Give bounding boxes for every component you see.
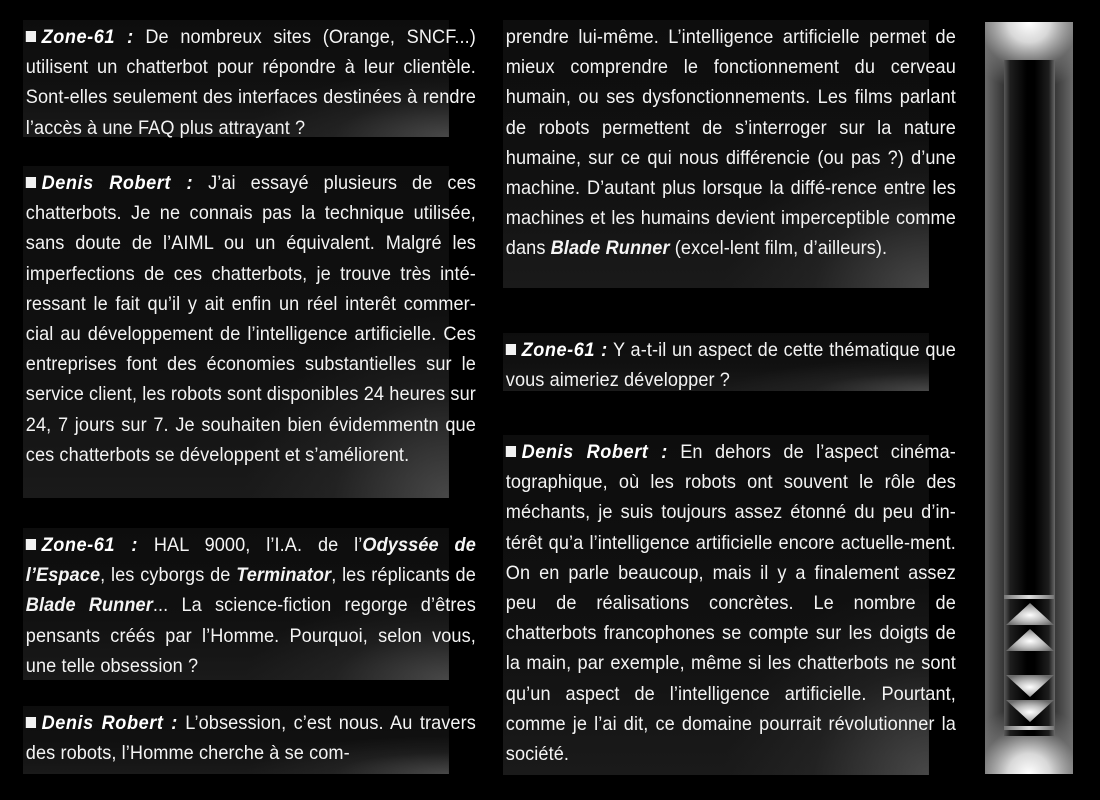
- scroll-down-button[interactable]: [1005, 674, 1055, 698]
- answer-text: (excel-lent film, d’ailleurs).: [669, 237, 888, 260]
- speaker-label: Denis Robert :: [41, 172, 194, 194]
- film-title: Blade Runner: [25, 594, 153, 617]
- qa-block: [503, 435, 956, 775]
- answer-text: , les cyborgs de: [100, 564, 237, 587]
- qa-text: [506, 22, 956, 264]
- triangle-up-icon: [1005, 602, 1055, 626]
- qa-block: [23, 20, 476, 139]
- answer-text: En dehors de l’aspect cinéma-tographique, où les robots ont souvent le rôle des méchants, je suis toujours assez étonné du peu d’in-térêt qu’a l’intelligence artificielle encore actuelle-ment. On en parle beaucoup, mais il y a finalement assez peu de réalisations concrètes. Le nombre de chatterbots francophones se compte sur les doigts de la main, par exemple, même si les chatterbots ne sont qu’un aspect de l’intelligence artificielle. Pourtant, comme je l’ai dit, ce domaine pourrait révolutionner la société.: [505, 441, 956, 766]
- speaker-label: Zone-61 :: [41, 26, 134, 48]
- answer-text: Y a-t-il un aspect de cette thématique que vous aimeriez développer ?: [505, 339, 956, 392]
- square-bullet-icon: [26, 177, 36, 188]
- qa-block: [503, 20, 956, 288]
- triangle-down-icon: [1005, 674, 1055, 698]
- answer-text: , les réplicants de: [331, 564, 476, 587]
- answer-text: HAL 9000, l’I.A. de l’: [137, 534, 363, 556]
- film-title: Blade Runner: [550, 237, 670, 260]
- film-title: Terminator: [236, 564, 332, 587]
- scroll-page-up-button[interactable]: [1005, 602, 1055, 626]
- answer-text: ... La science-fiction regorge d’êtres pensants créés par l’Homme. Pourquoi, selon vous, une telle obsession ?: [25, 594, 476, 677]
- qa-block: [23, 166, 476, 498]
- scroll-up-button[interactable]: [1005, 628, 1055, 652]
- qa-text: [506, 335, 956, 395]
- speaker-label: Zone-61 :: [521, 339, 608, 361]
- square-bullet-icon: [506, 446, 516, 457]
- qa-block: [503, 333, 956, 392]
- qa-text: [26, 708, 476, 768]
- square-bullet-icon: [26, 31, 36, 42]
- square-bullet-icon: [26, 717, 36, 728]
- triangle-down-icon: [1005, 699, 1055, 723]
- film-title: Odyssée de l’Espace: [25, 534, 476, 587]
- speaker-label: Denis Robert :: [521, 441, 668, 463]
- answer-text: J’ai essayé plusieurs de ces chatterbots. Je ne connais pas la technique utilisée, sans doute de l’AIML ou un équivalent. Malgré les imperfections de ces chatterbots, je trouve très inté-ressant le fait qu’il y ait enfin un réel interêt commer-cial au développement de l’intelligence artificielle. Ces entreprises font des économies substantielles sur le service client, les robots sont disponibles 24 heures sur 24, 7 jours sur 7. Je souhaiten bien évidemmentn que ces chatterbots se développent et s’améliorent.: [25, 172, 476, 466]
- qa-text: [26, 22, 476, 143]
- square-bullet-icon: [506, 344, 516, 355]
- scroll-track-top-cap: [1004, 595, 1054, 599]
- qa-text: [506, 437, 956, 769]
- qa-block: [23, 528, 476, 680]
- triangle-up-icon: [1005, 628, 1055, 652]
- speaker-label: Denis Robert :: [41, 712, 178, 734]
- scroll-track-bottom-cap: [1004, 726, 1054, 730]
- answer-text: De nombreux sites (Orange, SNCF...) utilisent un chatterbot pour répondre à leur clientèle. Sont-elles seulement des interfaces destinées à rendre l’accès à une FAQ plus attrayant ?: [25, 26, 476, 139]
- qa-text: [26, 168, 476, 470]
- answer-text: prendre lui-même. L’intelligence artificielle permet de mieux comprendre le fonctionnement du cerveau humain, ou ses dysfonctionnements. Les films parlant de robots permettent de s’interroger sur la nature humaine, sur ce qui nous différencie (ou pas ?) d’une machine. D’autant plus lorsque la diffé-rence entre les machines et les humains devient imperceptible comme dans: [505, 26, 956, 260]
- qa-text: [26, 530, 476, 681]
- scrollbar[interactable]: [985, 22, 1073, 774]
- scroll-page-down-button[interactable]: [1005, 699, 1055, 723]
- qa-block: [23, 706, 476, 774]
- speaker-label: Zone-61 :: [41, 534, 138, 556]
- answer-text: L’obsession, c’est nous. Au travers des robots, l’Homme cherche à se com-: [25, 712, 476, 765]
- square-bullet-icon: [26, 539, 36, 550]
